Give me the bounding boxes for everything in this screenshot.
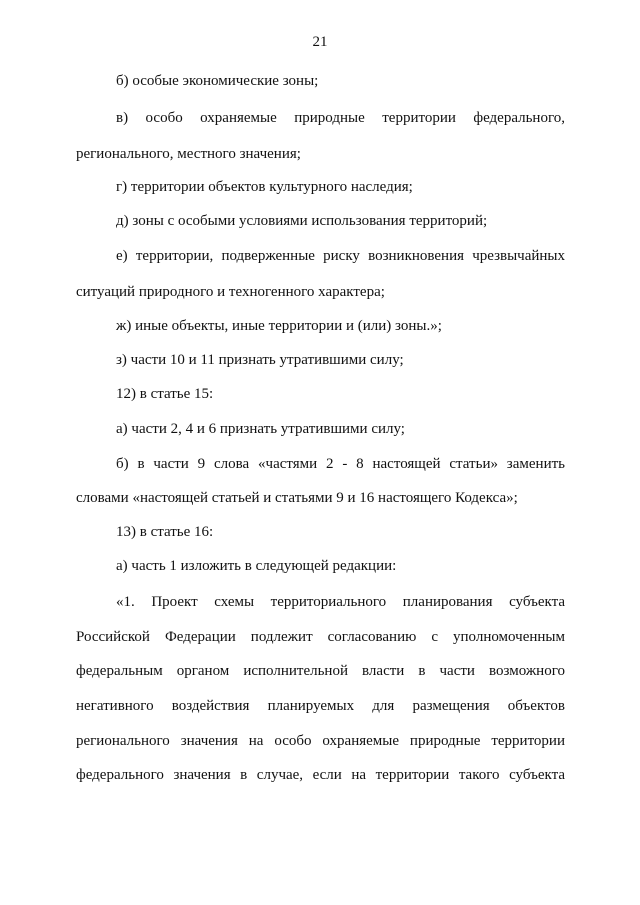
text-line: федерального значения в случае, если на территории такого субъекта: [76, 767, 565, 783]
text-line: словами «настоящей статьей и статьями 9 и 16 настоящего Кодекса»;: [76, 490, 518, 506]
text-line: Российской Федерации подлежит согласованию с уполномоченным: [76, 629, 565, 645]
page-number: 21: [312, 34, 328, 50]
text-line: з) части 10 и 11 признать утратившими силу;: [116, 352, 404, 368]
text-line: федеральным органом исполнительной власти в части возможного: [76, 663, 565, 679]
text-line: негативного воздействия планируемых для размещения объектов: [76, 698, 565, 714]
text-line: регионального, местного значения;: [76, 146, 301, 162]
text-line: б) в части 9 слова «частями 2 - 8 настоящей статьи» заменить: [116, 456, 565, 472]
text-line: 13) в статье 16:: [116, 524, 214, 540]
text-line: г) территории объектов культурного наследия;: [116, 179, 413, 195]
text-line: ж) иные объекты, иные территории и (или) зоны.»;: [116, 318, 442, 334]
text-line: а) части 2, 4 и 6 признать утратившими силу;: [116, 421, 405, 437]
text-line: ситуаций природного и техногенного характера;: [76, 284, 385, 300]
text-line: б) особые экономические зоны;: [116, 73, 319, 89]
text-line: «1. Проект схемы территориального планирования субъекта: [116, 594, 565, 610]
text-line: 12) в статье 15:: [116, 386, 214, 402]
text-line: в) особо охраняемые природные территории федерального,: [116, 110, 565, 126]
text-line: е) территории, подверженные риску возникновения чрезвычайных: [116, 248, 565, 264]
text-line: д) зоны с особыми условиями использования территорий;: [116, 213, 488, 229]
text-line: а) часть 1 изложить в следующей редакции:: [116, 558, 397, 574]
text-line: регионального значения на особо охраняемые природные территории: [76, 733, 565, 749]
